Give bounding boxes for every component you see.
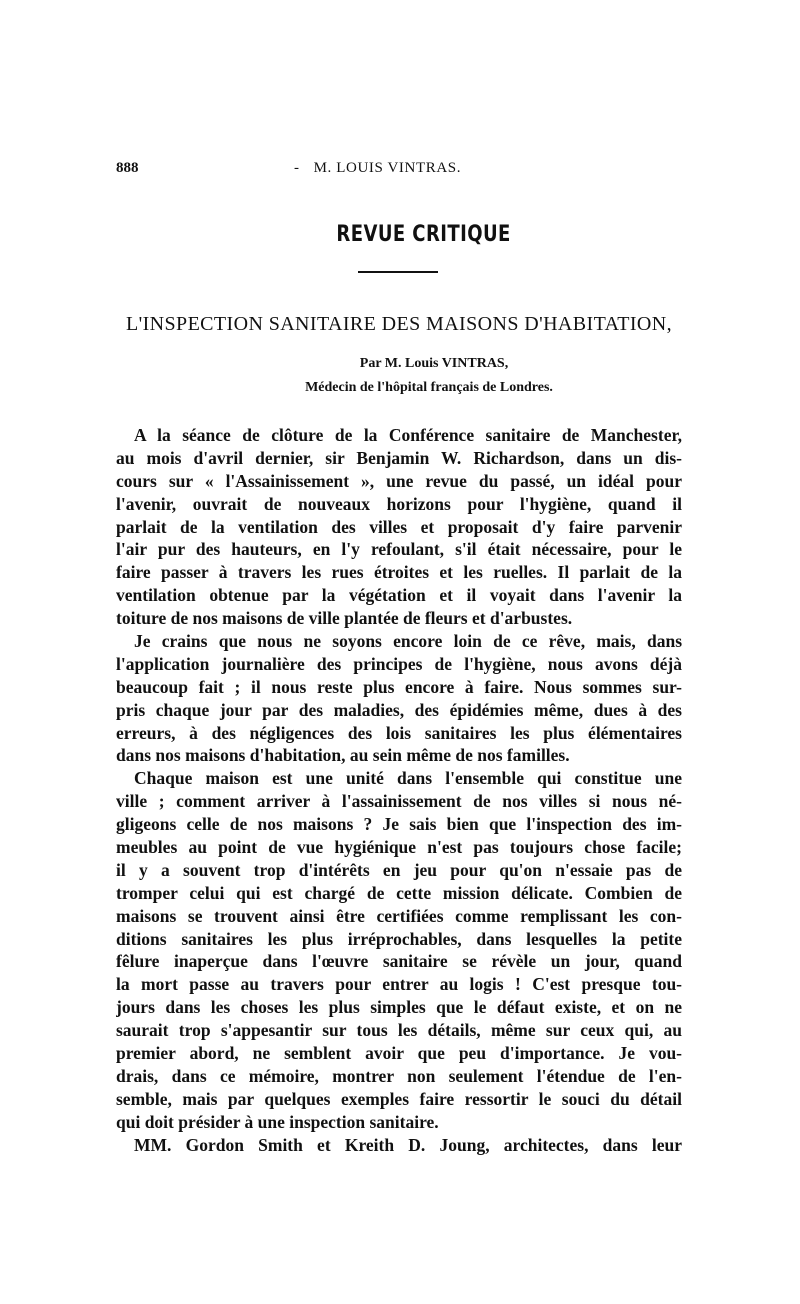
text-line: au mois d'avril dernier, sir Benjamin W. Richardson, dans un dis- <box>116 447 682 468</box>
text-line: l'application journalière des principes de l'hygiène, nous avons déjà <box>116 653 682 674</box>
text-line: A la séance de clôture de la Conférence sanitaire de Manchester, <box>134 425 682 445</box>
text-line: beaucoup fait ; il nous reste plus encore à faire. Nous sommes sur- <box>116 676 682 697</box>
text-line: parlait de la ventilation des villes et proposait d'y faire parvenir <box>116 516 682 537</box>
text-line: maisons se trouvent ainsi être certifiées comme remplissant les con- <box>116 905 682 926</box>
page-number: 888 <box>116 160 139 176</box>
article-body <box>116 424 682 1157</box>
article-title: L'INSPECTION SANITAIRE DES MAISONS D'HABITATION, <box>126 313 672 335</box>
running-title-text: M. LOUIS VINTRAS. <box>313 160 462 176</box>
text-line: semble, mais par quelques exemples faire ressortir le souci du détail <box>116 1088 682 1109</box>
text-line: saurait trop s'appesantir sur tous les détails, même sur ceux qui, au <box>116 1020 682 1041</box>
running-head <box>116 160 682 184</box>
text-line: fêlure inaperçue dans l'œuvre sanitaire se révèle un jour, quand <box>116 951 682 972</box>
text-line: pris chaque jour par des maladies, des épidémies même, dues à des <box>116 699 682 720</box>
text-line: cours sur « l'Assainissement », une revue du passé, un idéal pour <box>116 470 682 491</box>
text-line: gligeons celle de nos maisons ? Je sais bien que l'inspection des im- <box>116 814 682 835</box>
text-line: drais, dans ce mémoire, montrer non seulement l'étendue de l'en- <box>116 1065 682 1086</box>
running-title-dash: - <box>294 160 300 176</box>
text-line: il y a souvent trop d'intérêts en jeu pour qu'on n'essaie pas de <box>116 859 682 880</box>
text-line: Je crains que nous ne soyons encore loin de ce rêve, mais, dans <box>134 631 682 652</box>
text-line: MM. Gordon Smith et Kreith D. Joung, architectes, dans leur <box>134 1134 682 1155</box>
text-line: meubles au point de vue hygiénique n'est pas toujours chose facile; <box>116 837 682 858</box>
section-title: REVUE CRITIQUE <box>336 222 511 247</box>
text-line: dans nos maisons d'habitation, au sein même de nos familles. <box>116 745 570 766</box>
title-rule <box>358 271 438 273</box>
text-line: l'avenir, ouvrait de nouveaux horizons pour l'hygiène, quand il <box>116 493 682 514</box>
running-title <box>294 160 461 177</box>
text-line: erreurs, à des négligences des lois sanitaires les plus élémentaires <box>116 722 682 743</box>
text-line: qui doit présider à une inspection sanitaire. <box>116 1111 439 1132</box>
text-line: ventilation obtenue par la végétation et il voyait dans l'avenir la <box>116 585 682 606</box>
text-line: la mort passe au travers pour entrer au logis ! C'est presque tou- <box>116 974 682 995</box>
text-line: jours dans les choses les plus simples que le défaut existe, et on ne <box>116 997 682 1018</box>
text-line: ditions sanitaires les plus irréprochables, dans lesquelles la petite <box>116 928 682 949</box>
text-line: toiture de nos maisons de ville plantée de fleurs et d'arbustes. <box>116 608 573 629</box>
text-line: l'air pur des hauteurs, en l'y refoulant, s'il était nécessaire, pour le <box>116 539 682 560</box>
text-line: premier abord, ne semblent avoir que peu d'importance. Je vou- <box>116 1043 682 1064</box>
text-line: Chaque maison est une unité dans l'ensemble qui constitue une <box>134 768 682 789</box>
text-line: ville ; comment arriver à l'assainissement de nos villes si nous né- <box>116 791 682 812</box>
text-line: tromper celui qui est chargé de cette mission délicate. Combien de <box>116 882 682 903</box>
author-byline: Par M. Louis VINTRAS, <box>359 356 509 371</box>
text-line: faire passer à travers les rues étroites et les ruelles. Il parlait de la <box>116 562 682 583</box>
author-affiliation: Médecin de l'hôpital français de Londres. <box>305 380 553 395</box>
